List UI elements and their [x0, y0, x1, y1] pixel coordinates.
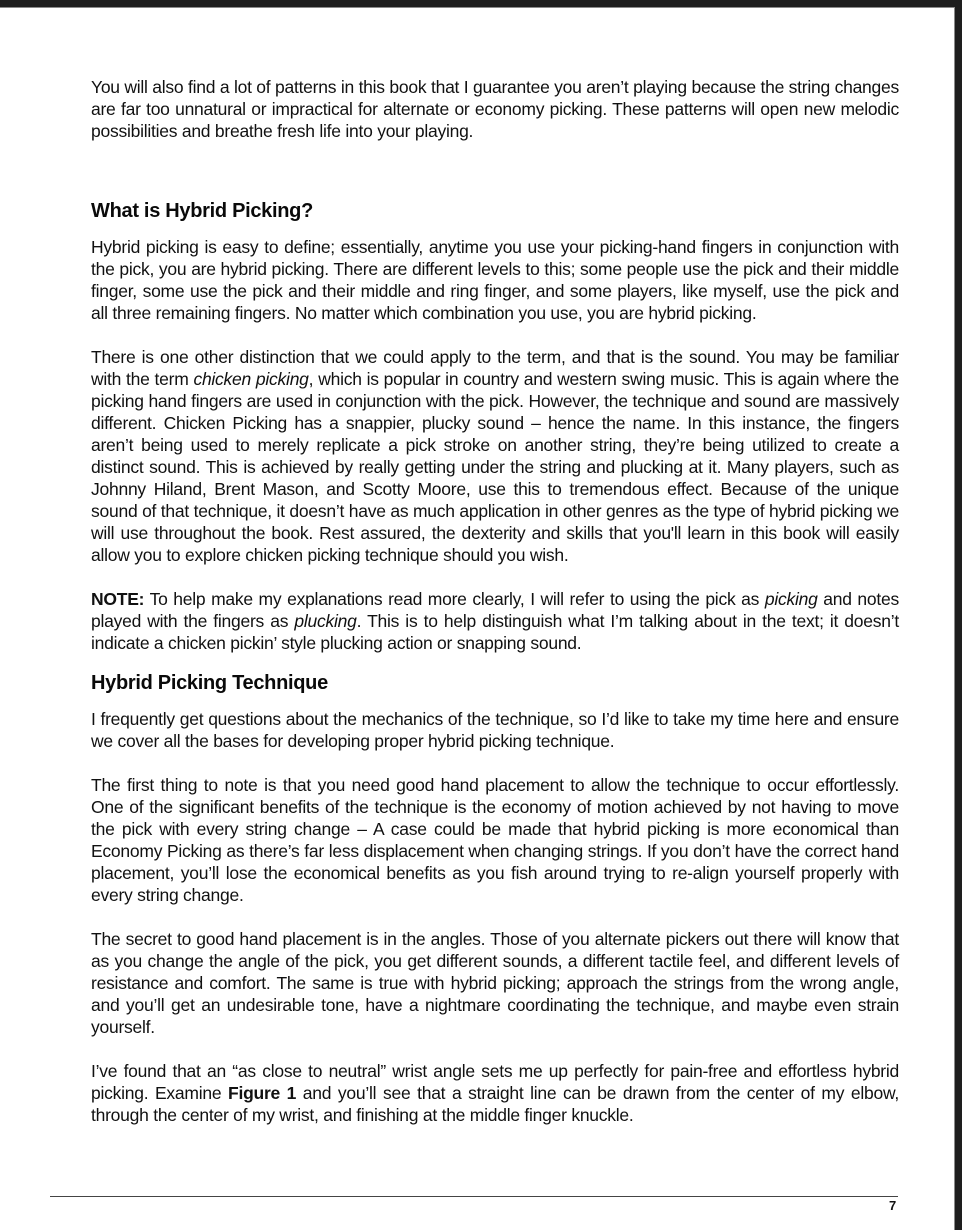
italic-term-picking: picking: [764, 589, 818, 609]
italic-term-plucking: plucking: [294, 611, 357, 631]
page-content: [91, 76, 899, 1126]
document-page: [0, 7, 955, 1230]
footer-rule: [50, 1196, 898, 1197]
figure-reference: Figure 1: [228, 1083, 297, 1103]
paragraph-hand-placement: The first thing to note is that you need good hand placement to allow the technique to occur effortlessly. One of the significant benefits of the technique is the economy of motion achieved by not having to move the pick with every string change – A case could be made that hybrid picking is more economical than Economy Picking as there’s far less displacement when changing strings. If you don’t have the correct hand placement, you’ll lose the economical benefits as you fish around trying to re-align yourself properly with every string change.: [91, 775, 899, 905]
section-heading-hybrid-picking-technique: Hybrid Picking Technique: [91, 672, 328, 694]
paragraph-chicken-picking: There is one other distinction that we could apply to the term, and that is the sound. You may be familiar with the term chicken picking, which is popular in country and western swing music. This is again where the picking hand fingers are used in conjunction with the pick. However, the technique and sound are massively different. Chicken Picking has a snappier, plucky sound – hence the name. In this instance, the fingers aren’t being used to merely replicate a pick stroke on another string, they’re being utilized to create a distinct sound. This is achieved by really getting under the string and plucking at it. Many players, such as Johnny Hiland, Brent Mason, and Scotty Moore, use this to tremendous effect. Because of the unique sound of that technique, it doesn’t have as much application in other genres as the type of hybrid picking we will use throughout the book. Rest assured, the dexterity and skills that you'll learn in this book will easily allow you to explore chicken picking technique should you wish.: [91, 347, 900, 565]
paragraph-wrist-angle: I’ve found that an “as close to neutral” wrist angle sets me up perfectly for pain-free and effortless hybrid picking. Examine Figure 1 and you’ll see that a straight line can be drawn from the center of my elbow, through the center of my wrist, and finishing at the middle finger knuckle.: [91, 1061, 899, 1125]
note-label: NOTE:: [91, 589, 145, 609]
italic-term-chicken-picking: chicken picking: [193, 369, 309, 389]
paragraph-mechanics: I frequently get questions about the mechanics of the technique, so I’d like to take my time here and ensure we cover all the bases for developing proper hybrid picking technique.: [91, 709, 899, 751]
note-paragraph: NOTE: To help make my explanations read more clearly, I will refer to using the pick as picking and notes played with the fingers as plucking. This is to help distinguish what I’m talking about in the text; it doesn’t indicate a chicken pickin’ style plucking action or snapping sound.: [91, 589, 899, 653]
section-heading-what-is-hybrid-picking: What is Hybrid Picking?: [91, 200, 314, 222]
page-number: 7: [889, 1198, 897, 1213]
paragraph-hybrid-definition: Hybrid picking is easy to define; essentially, anytime you use your picking-hand fingers in conjunction with the pick, you are hybrid picking. There are different levels to this; some people use the pick and their middle finger, some use the pick and their middle and ring finger, and some players, like myself, use the pick and all three remaining fingers. No matter which combination you use, you are hybrid picking.: [91, 237, 899, 323]
paragraph-angles: The secret to good hand placement is in the angles. Those of you alternate pickers out there will know that as you change the angle of the pick, you get different sounds, a different tactile feel, and different levels of resistance and comfort. The same is true with hybrid picking; approach the strings from the wrong angle, and you’ll get an undesirable tone, have a nightmare coordinating the technique, and maybe even strain yourself.: [91, 929, 899, 1037]
intro-paragraph: You will also find a lot of patterns in this book that I guarantee you aren’t playing because the string changes are far too unnatural or impractical for alternate or economy picking. These patterns will open new melodic possibilities and breathe fresh life into your playing.: [91, 77, 900, 141]
